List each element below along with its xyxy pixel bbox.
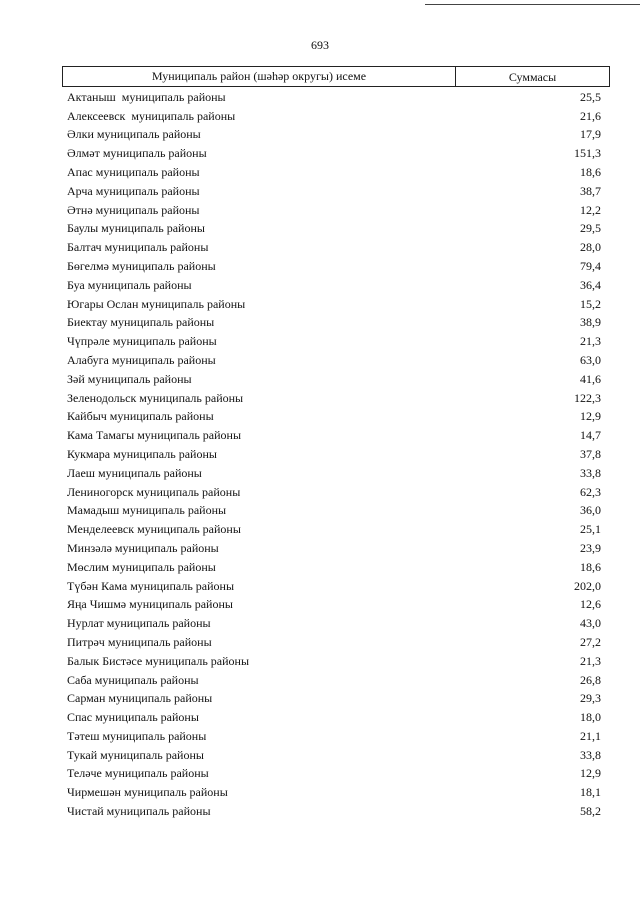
district-name: Спас муниципаль районы <box>67 710 199 725</box>
table-row <box>67 236 601 255</box>
district-sum: 28,0 <box>580 240 601 255</box>
table-row <box>67 744 601 763</box>
table-row <box>67 443 601 462</box>
district-sum: 33,8 <box>580 747 601 762</box>
district-name: Әлки муниципаль районы <box>67 127 201 142</box>
table-row <box>67 86 601 105</box>
table-row <box>67 199 601 218</box>
table-row <box>67 575 601 594</box>
district-name: Теләче муниципаль районы <box>67 766 209 781</box>
table-row <box>67 368 601 387</box>
page-number: 693 <box>311 38 329 52</box>
district-name: Актаныш муниципаль районы <box>67 89 226 104</box>
district-name: Арча муниципаль районы <box>67 183 200 198</box>
table-row <box>67 274 601 293</box>
district-sum: 151,3 <box>574 146 601 161</box>
table-row <box>67 330 601 349</box>
district-name: Мамадыш муниципаль районы <box>67 503 227 518</box>
district-sum: 21,3 <box>580 653 601 668</box>
district-name: Апас муниципаль районы <box>67 164 200 179</box>
table-row <box>67 594 601 613</box>
table-row <box>67 124 601 143</box>
district-sum: 23,9 <box>580 540 601 555</box>
district-sum: 17,9 <box>580 127 601 142</box>
district-name: Менделеевск муниципаль районы <box>67 522 241 537</box>
district-name: Зеленодольск муниципаль районы <box>67 390 244 405</box>
table-row <box>67 218 601 237</box>
table-header <box>62 66 610 87</box>
district-name: Мөслим муниципаль районы <box>67 559 216 574</box>
district-name: Сарман муниципаль районы <box>67 691 213 706</box>
district-name: Чистай муниципаль районы <box>67 804 211 819</box>
district-name: Алексеевск муниципаль районы <box>67 108 236 123</box>
district-name: Балык Бистәсе муниципаль районы <box>67 653 250 668</box>
district-name: Питрәч муниципаль районы <box>67 634 212 649</box>
table-row <box>67 537 601 556</box>
district-sum: 14,7 <box>580 428 601 443</box>
district-name: Минзәлә муниципаль районы <box>67 540 219 555</box>
district-name: Тәтеш муниципаль районы <box>67 728 207 743</box>
district-sum: 27,2 <box>580 634 601 649</box>
table-row <box>67 142 601 161</box>
district-sum: 29,3 <box>580 691 601 706</box>
district-sum: 21,3 <box>580 334 601 349</box>
table-row <box>67 706 601 725</box>
district-name: Бөгелмә муниципаль районы <box>67 258 216 273</box>
district-sum: 26,8 <box>580 672 601 687</box>
table-row <box>67 669 601 688</box>
district-sum: 21,1 <box>580 728 601 743</box>
district-sum: 12,2 <box>580 202 601 217</box>
district-sum: 58,2 <box>580 804 601 819</box>
table-row <box>67 612 601 631</box>
district-sum: 62,3 <box>580 484 601 499</box>
district-name: Биектау муниципаль районы <box>67 315 215 330</box>
district-name: Чүпрәле муниципаль районы <box>67 334 217 349</box>
district-name: Югары Ослан муниципаль районы <box>67 296 246 311</box>
district-sum: 41,6 <box>580 371 601 386</box>
district-sum: 21,6 <box>580 108 601 123</box>
table-row <box>67 424 601 443</box>
district-sum: 37,8 <box>580 446 601 461</box>
district-name: Алабуга муниципаль районы <box>67 352 216 367</box>
district-sum: 25,1 <box>580 522 601 537</box>
district-sum: 202,0 <box>574 578 601 593</box>
district-sum: 38,7 <box>580 183 601 198</box>
table-row <box>67 725 601 744</box>
table-row <box>67 650 601 669</box>
district-name: Кайбыч муниципаль районы <box>67 409 214 424</box>
district-name: Буа муниципаль районы <box>67 277 192 292</box>
district-sum: 12,6 <box>580 597 601 612</box>
district-name: Лениногорск муниципаль районы <box>67 484 241 499</box>
table-row <box>67 349 601 368</box>
district-sum: 43,0 <box>580 616 601 631</box>
district-sum: 79,4 <box>580 258 601 273</box>
column-header-name: Муниципаль район (шәһәр округы) исеме <box>63 67 456 86</box>
district-sum: 63,0 <box>580 352 601 367</box>
district-name: Әтнә муниципаль районы <box>67 202 200 217</box>
table-row <box>67 180 601 199</box>
table-body <box>67 86 601 819</box>
district-name: Лаеш муниципаль районы <box>67 465 202 480</box>
district-name: Әлмәт муниципаль районы <box>67 146 207 161</box>
district-name: Саба муниципаль районы <box>67 672 199 687</box>
district-name: Тукай муниципаль районы <box>67 747 204 762</box>
table-row <box>67 518 601 537</box>
table-row <box>67 406 601 425</box>
district-name: Кукмара муниципаль районы <box>67 446 217 461</box>
district-sum: 36,0 <box>580 503 601 518</box>
district-name: Баулы муниципаль районы <box>67 221 205 236</box>
table-row <box>67 255 601 274</box>
table-row <box>67 800 601 819</box>
table-row <box>67 387 601 406</box>
district-sum: 18,6 <box>580 164 601 179</box>
district-name: Түбән Кама муниципаль районы <box>67 578 235 593</box>
table-row <box>67 462 601 481</box>
district-sum: 12,9 <box>580 766 601 781</box>
table-row <box>67 763 601 782</box>
district-name: Зәй муниципаль районы <box>67 371 192 386</box>
district-name: Чирмешән муниципаль районы <box>67 785 228 800</box>
table-row <box>67 312 601 331</box>
district-sum: 122,3 <box>574 390 601 405</box>
table-row <box>67 105 601 124</box>
district-name: Кама Тамагы муниципаль районы <box>67 428 242 443</box>
district-sum: 38,9 <box>580 315 601 330</box>
district-name: Нурлат муниципаль районы <box>67 616 211 631</box>
district-sum: 18,0 <box>580 710 601 725</box>
table-row <box>67 293 601 312</box>
column-header-sum: Суммасы <box>508 70 557 84</box>
table-row <box>67 500 601 519</box>
table-row <box>67 481 601 500</box>
district-sum: 15,2 <box>580 296 601 311</box>
district-sum: 36,4 <box>580 277 601 292</box>
district-sum: 29,5 <box>580 221 601 236</box>
district-name: Балтач муниципаль районы <box>67 240 209 255</box>
top-rule <box>425 4 640 5</box>
district-sum: 12,9 <box>580 409 601 424</box>
district-sum: 25,5 <box>580 89 601 104</box>
table-row <box>67 556 601 575</box>
table-row <box>67 688 601 707</box>
district-sum: 18,1 <box>580 785 601 800</box>
table-row <box>67 781 601 800</box>
district-name: Яңа Чишмә муниципаль районы <box>67 597 233 612</box>
district-sum: 33,8 <box>580 465 601 480</box>
district-sum: 18,6 <box>580 559 601 574</box>
table-row <box>67 161 601 180</box>
table-row <box>67 631 601 650</box>
